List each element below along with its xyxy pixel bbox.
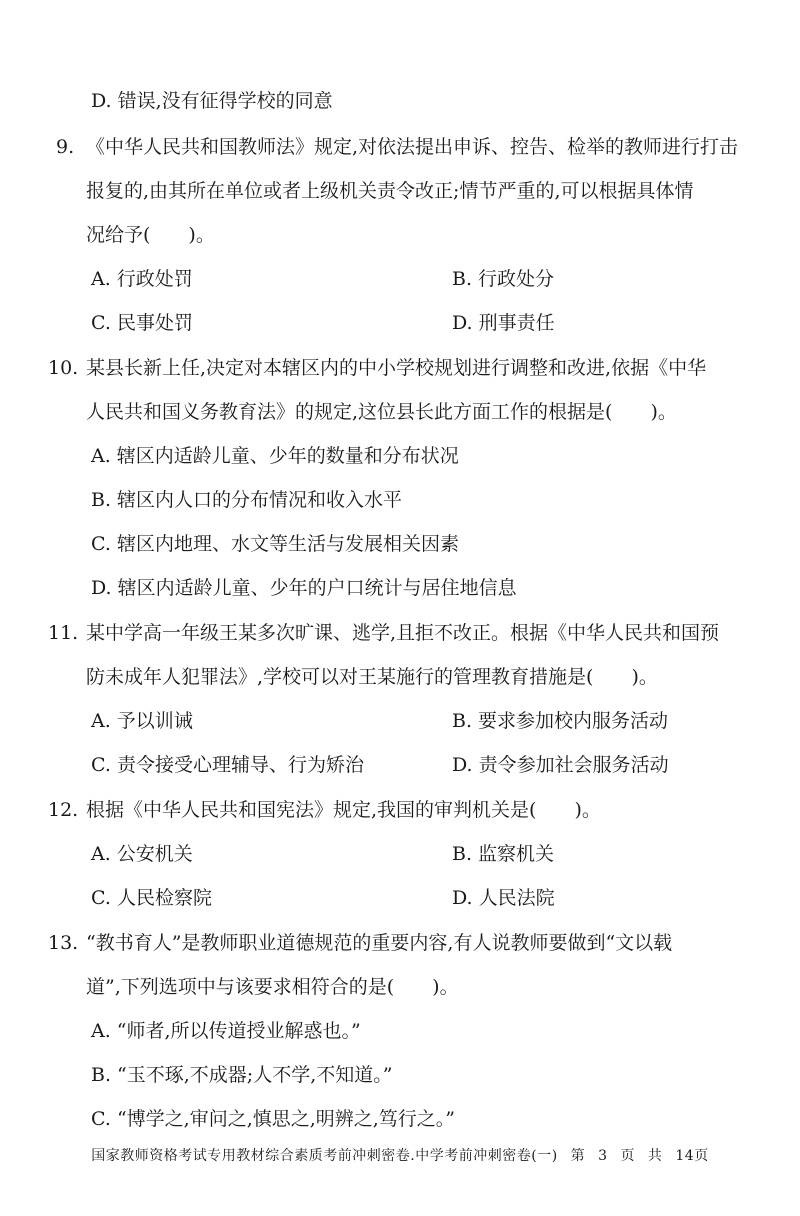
q9-option-d: D. 刑事责任 [452,312,555,334]
q12-option-b: B. 监察机关 [452,843,555,865]
q13-option-a: A. “师者,所以传道授业解惑也。” [91,1020,361,1042]
q9-stem-line-2: 报复的,由其所在单位或者上级机关责令改正;情节严重的,可以根据具体情 [86,180,694,202]
q13-stem-line-1: “教书育人”是教师职业道德规范的重要内容,有人说教师要做到“文以载 [86,932,673,954]
page-footer [0,1146,800,1166]
q12-option-a: A. 公安机关 [91,843,193,865]
q9-option-a: A. 行政处罚 [91,268,193,290]
q11-stem-line-2: 防未成年人犯罪法》,学校可以对王某施行的管理教育措施是( )。 [86,666,658,688]
q10-number: 10. [48,357,79,379]
q9-number: 9. [56,136,75,158]
q10-option-b: B. 辖区内人口的分布情况和收入水平 [91,489,403,511]
footer-page-prefix: 第 [570,1148,586,1164]
q9-stem-line-1: 《中华人民共和国教师法》规定,对依法提出申诉、控告、检举的教师进行打击 [86,136,739,158]
q9-stem-line-3: 况给予( )。 [86,224,215,246]
footer-series-title: 国家教师资格考试专用教材综合素质考前冲刺密卷.中学考前冲刺密卷(一) [91,1148,558,1164]
q12-option-d: D. 人民法院 [452,887,555,909]
q13-option-b: B. “玉不琢,不成器;人不学,不知道。” [91,1064,393,1086]
q9-option-c: C. 民事处罚 [91,312,193,334]
footer-page-number: 3 [598,1148,608,1164]
q13-option-c: C. “博学之,审问之,慎思之,明辨之,笃行之。” [91,1108,456,1130]
q9-option-b: B. 行政处分 [452,268,555,290]
q12-number: 12. [48,799,79,821]
footer-page-suffix: 页 [620,1148,635,1164]
q11-option-d: D. 责令参加社会服务活动 [452,754,669,776]
q11-option-a: A. 予以训诫 [91,710,193,732]
q8-option-d: D. 错误,没有征得学校的同意 [91,90,333,112]
footer-total-suffix: 页 [694,1148,709,1164]
q13-number: 13. [48,932,79,954]
q10-option-c: C. 辖区内地理、水文等生活与发展相关因素 [91,533,459,555]
q11-stem-line-1: 某中学高一年级王某多次旷课、逃学,且拒不改正。根据《中华人民共和国预 [86,622,720,644]
q12-option-c: C. 人民检察院 [91,887,212,909]
q11-option-b: B. 要求参加校内服务活动 [452,710,669,732]
q10-option-a: A. 辖区内适龄儿童、少年的数量和分布状况 [91,445,459,467]
q12-stem-line-1: 根据《中华人民共和国宪法》规定,我国的审判机关是( )。 [86,799,601,821]
q10-stem-line-1: 某县长新上任,决定对本辖区内的中小学校规划进行调整和改进,依据《中华 [86,357,707,379]
q10-option-d: D. 辖区内适龄儿童、少年的户口统计与居住地信息 [91,577,517,599]
q11-option-c: C. 责令接受心理辅导、行为矫治 [91,754,364,776]
footer-total-number: 14 [675,1148,695,1164]
footer-total-prefix: 共 [647,1148,663,1164]
q11-number: 11. [48,622,79,644]
q13-stem-line-2: 道”,下列选项中与该要求相符合的是( )。 [86,976,459,998]
q10-stem-line-2: 人民共和国义务教育法》的规定,这位县长此方面工作的根据是( )。 [86,401,677,423]
